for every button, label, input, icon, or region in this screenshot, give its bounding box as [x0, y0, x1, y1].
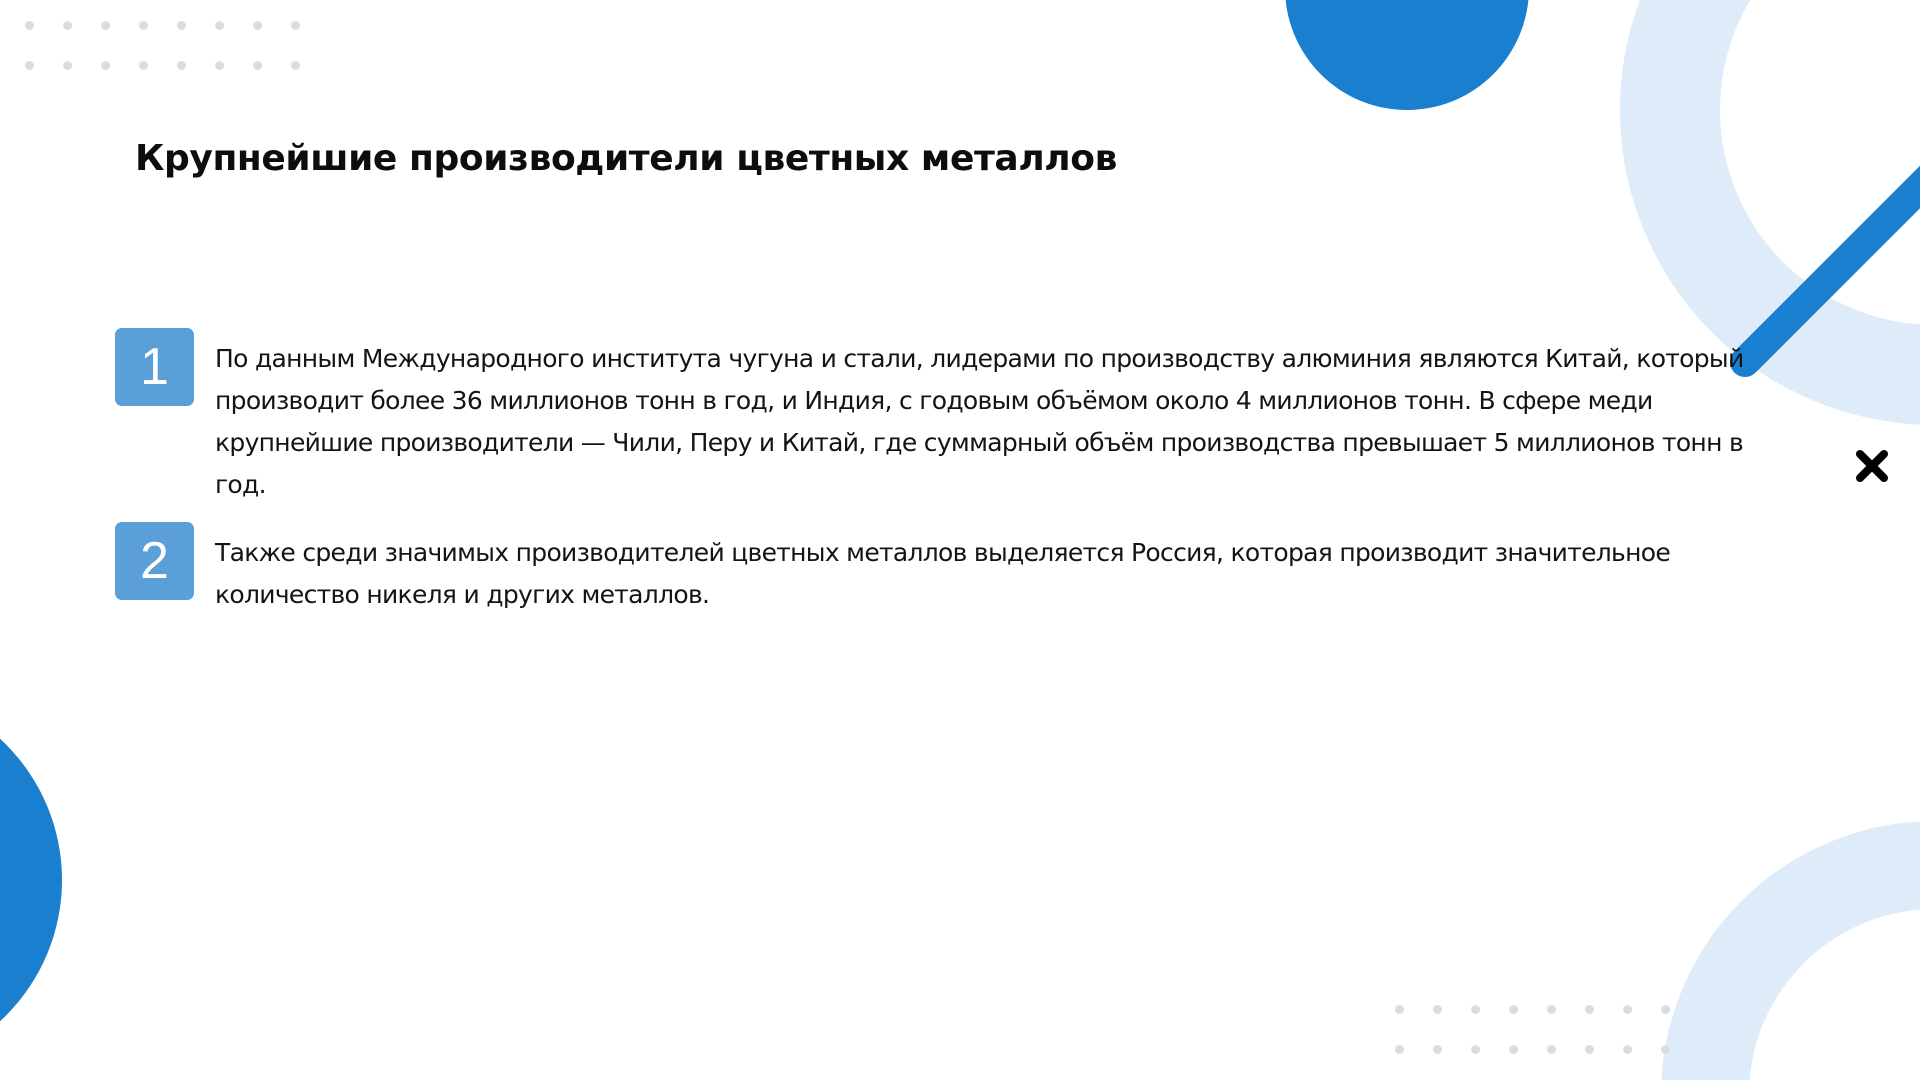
close-button[interactable] [1852, 446, 1892, 486]
item-number-badge: 1 [115, 328, 194, 406]
blue-circle-top [1285, 0, 1529, 110]
blue-circle-left [0, 688, 62, 1072]
dot-grid-top-left [25, 21, 300, 70]
item-text: По данным Международного института чугуна и стали, лидерами по производству алюминия являются Китай, который производит более 36 миллионов тонн в год, и Индия, с годовым объёмом около 4 миллионов тонн. В сфере меди крупнейшие производители — Чили, Перу и Китай, где суммарный объём производства превышает 5 миллионов тонн в год. [215, 344, 1744, 499]
dot-grid-bottom-right [1395, 1005, 1670, 1054]
item-number-badge: 2 [115, 522, 194, 600]
slide-title: Крупнейшие производители цветных металлов [135, 138, 1117, 179]
close-icon [1852, 446, 1892, 486]
light-ring-bottom-right [1705, 865, 1920, 1080]
item-text: Также среди значимых производителей цветных металлов выделяется Россия, которая производит значительное количество никеля и других металлов. [215, 538, 1670, 609]
